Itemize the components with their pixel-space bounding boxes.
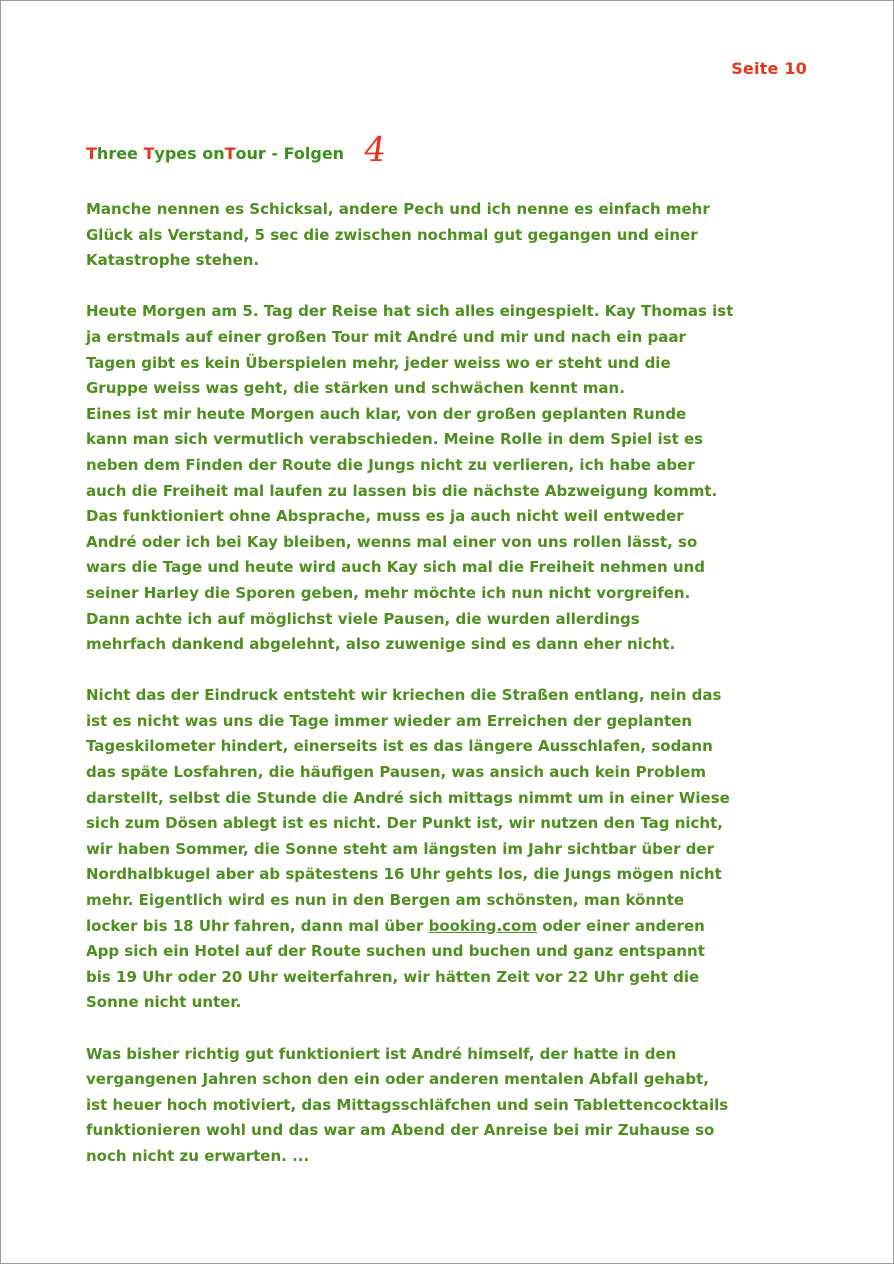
paragraph-2: Heute Morgen am 5. Tag der Reise hat sich alles eingespielt. Kay Thomas ist ja erstmals auf einer großen Tour mit André und mir und nach ein paar Tagen gibt es kein Überspielen mehr, jeder weiss wo er steht und die Gruppe weiss was geht, die stärken und schwächen kennt man. Eines ist mir heute Morgen auch klar, von der großen geplanten Runde kann man sich vermutlich verabschieden. Meine Rolle in dem Spiel ist es neben dem Finden der Route die Jungs nicht zu verlieren, ich habe aber auch die Freiheit mal laufen zu lassen bis die nächste Abzweigung kommt. Das funktioniert ohne Absprache, muss es ja auch nicht weil entweder André oder ich bei Kay bleiben, wenns mal einer von uns rollen lässt, so wars die Tage und heute wird auch Kay sich mal die Freiheit nehmen und seiner Harley die Sporen geben, mehr möchte ich nun nicht vorgreifen. Dann achte ich auf möglichst viele Pausen, die wurden allerdings mehrfach dankend abgelehnt, also zuwenige sind es dann eher nicht. (86, 302, 734, 654)
title-initial-three: T (86, 144, 97, 163)
paragraph-1: Manche nennen es Schicksal, andere Pech und ich nenne es einfach mehr Glück als Verstand, 5 sec die zwischen nochmal gut gegangen und einer Katastrophe stehen. (86, 200, 710, 270)
page-number: Seite 10 (731, 59, 807, 78)
paragraph-4: Was bisher richtig gut funktioniert ist André himself, der hatte in den vergangenen Jahren schon den ein oder anderen mentalen Abfall gehabt, ist heuer hoch motiviert, das Mittagsschläfchen und sein Tablettencocktails funktionieren wohl und das war am Abend der Anreise bei mir Zuhause so noch nicht zu erwarten. ... (86, 1044, 729, 1165)
paragraph-3-text-after: oder einer anderen App sich ein Hotel auf der Route suchen und buchen und ganz entspannt bis 19 Uhr oder 20 Uhr weiterfahren, wir hätten Zeit vor 22 Uhr geht die Sonne nicht unter. (86, 916, 705, 1012)
title-initial-types: T (143, 144, 155, 163)
body-text (86, 197, 816, 1195)
title-word-tour: our - Folgen (235, 144, 345, 163)
title-initial-tour: T (224, 144, 236, 163)
booking-link[interactable]: booking.com (428, 916, 537, 935)
paragraph-3-text-before: Nicht das der Eindruck entsteht wir kriechen die Straßen entlang, nein das ist es nicht was uns die Tage immer wieder am Erreichen der geplanten Tageskilometer hindert, einerseits ist es das längere Ausschlafen, sodann das späte Losfahren, die häufigen Pausen, was ansich auch kein Problem darstellt, selbst die Stunde die André sich mittags nimmt um in einer Wiese sich zum Dösen ablegt ist es nicht. Der Punkt ist, wir nutzen den Tag nicht, wir haben Sommer, die Sonne steht am längsten im Jahr sichtbar über der Nordhalbkugel aber ab spätestens 16 Uhr gehts los, die Jungs mögen nicht mehr. Eigentlich wird es nun in den Bergen am schönsten, man könnte locker bis 18 Uhr fahren, dann mal über (86, 686, 730, 935)
title-word-types: ypes on (154, 144, 225, 163)
episode-number: 4 (361, 130, 389, 170)
chapter-title (86, 129, 389, 170)
title-word-three: hree (96, 144, 144, 163)
paragraph-3 (86, 683, 816, 1016)
